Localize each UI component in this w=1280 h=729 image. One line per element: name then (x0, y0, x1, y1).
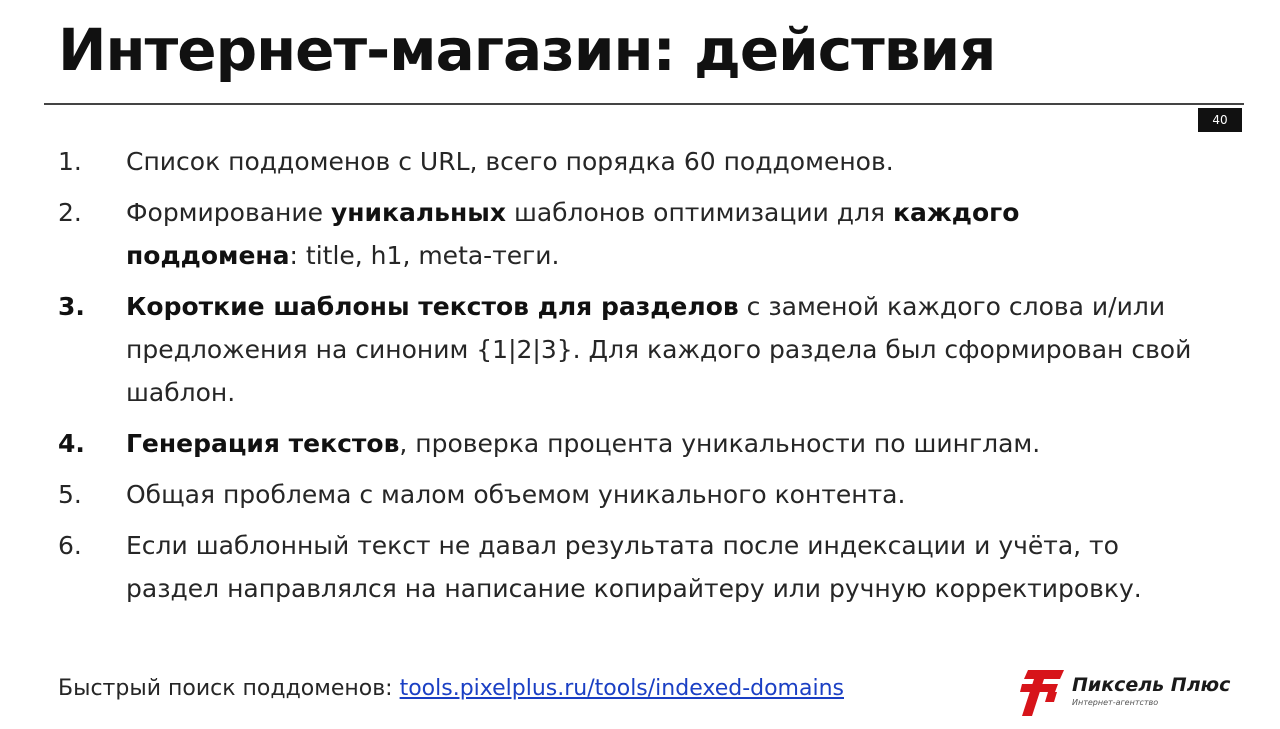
list-item-text: Если шаблонный текст не давал результата после индексации и учёта, то раздел направлялся на написание копирайтеру или ручную корректировку. (126, 531, 1142, 603)
footer-label: Быстрый поиск поддоменов: (58, 676, 400, 701)
list-item (58, 524, 1198, 610)
list-item-number: 3. (58, 292, 85, 321)
list-item-number: 1. (58, 147, 82, 176)
list-item-number: 4. (58, 429, 85, 458)
list-item-text: Общая проблема с малом объемом уникального контента. (126, 480, 906, 509)
list-item (58, 140, 1198, 183)
footer-note (58, 676, 844, 701)
list-item (58, 422, 1198, 465)
action-list (58, 140, 1198, 618)
list-item-emphasis: уникальных (330, 198, 506, 227)
list-item-text: , проверка процента уникальности по шинглам. (399, 429, 1041, 458)
slide-title: Интернет-магазин: действия (58, 16, 996, 84)
pixelplus-logo-icon (1020, 668, 1066, 716)
footer-link[interactable]: tools.pixelplus.ru/tools/indexed-domains (399, 676, 844, 701)
list-item-emphasis: Короткие шаблоны текстов для разделов (126, 292, 739, 321)
list-item-emphasis: каждого поддомена (126, 198, 1020, 270)
list-item-text: Список поддоменов с URL, всего порядка 60 поддоменов. (126, 147, 894, 176)
list-item (58, 191, 1198, 277)
brand-name: Пиксель Плюс (1072, 674, 1231, 696)
list-item-number: 2. (58, 198, 82, 227)
list-item-emphasis: Генерация текстов (126, 429, 400, 458)
brand-tagline: Интернет-агентство (1072, 698, 1159, 707)
list-item-text: шаблонов оптимизации для (506, 198, 894, 227)
page-number-badge: 40 (1198, 108, 1242, 132)
brand-logo (1020, 668, 1250, 718)
title-divider (44, 103, 1244, 105)
list-item-text: с заменой каждого слова и/или предложения на синоним {1|2|3}. Для каждого раздела был сформирован свой шаблон. (126, 292, 1192, 407)
list-item-number: 6. (58, 531, 82, 560)
list-item-text: Формирование (126, 198, 331, 227)
list-item-text: : title, h1, meta-теги. (289, 241, 560, 270)
list-item (58, 285, 1198, 414)
list-item (58, 473, 1198, 516)
list-item-number: 5. (58, 480, 82, 509)
